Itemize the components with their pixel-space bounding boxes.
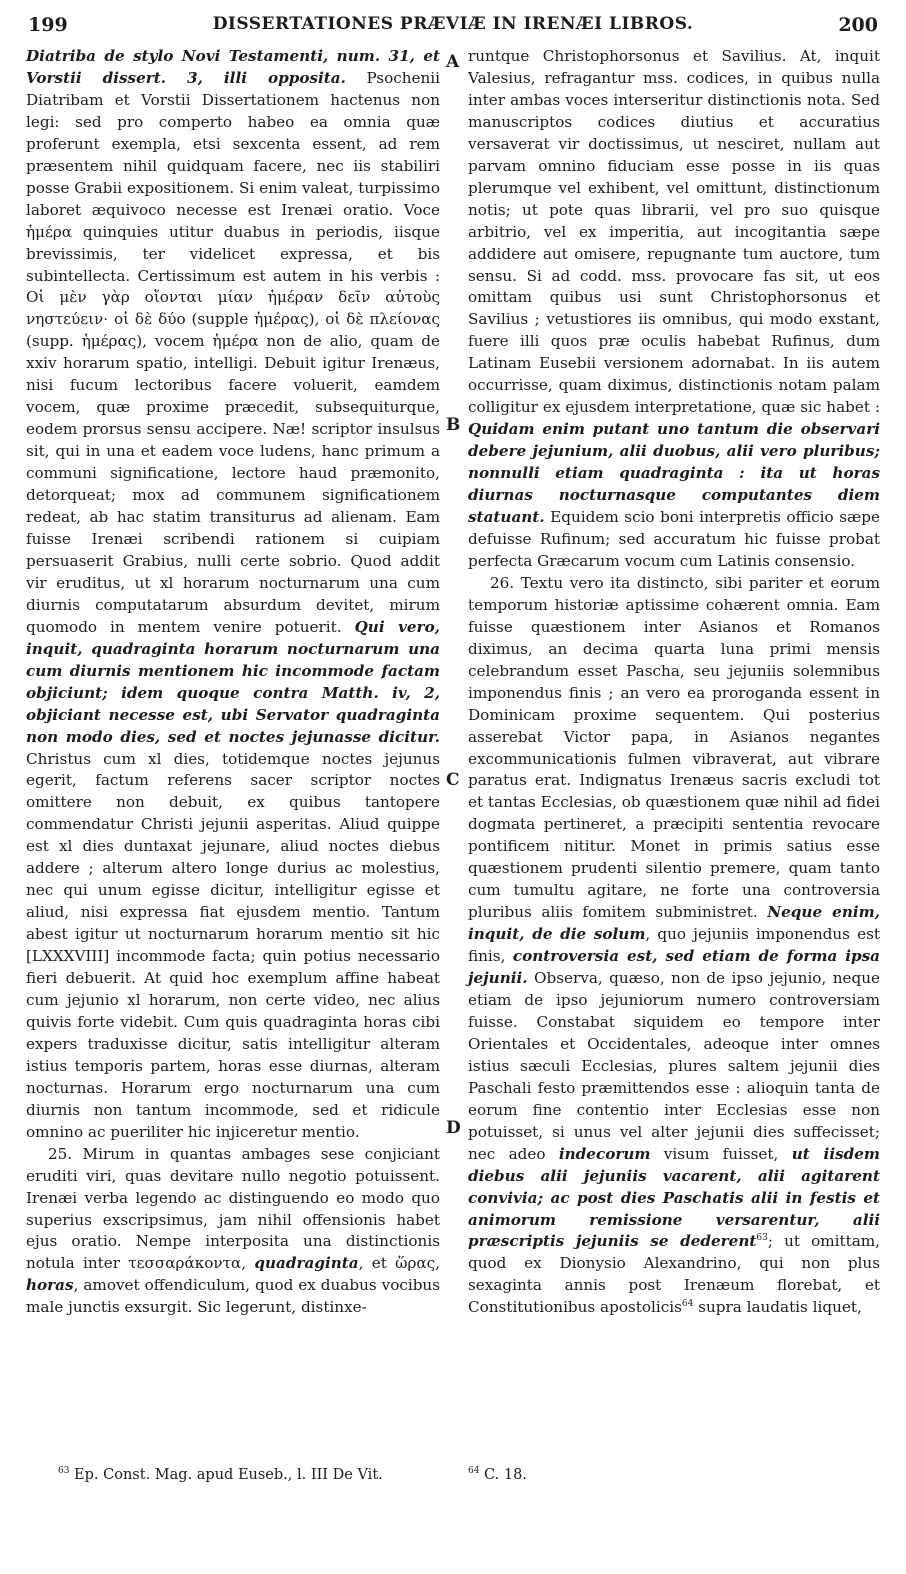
footnote-ref-64: 64	[681, 1299, 694, 1310]
margin-marker-b: B	[446, 415, 461, 435]
footnote-63: $^{63}$ Ep. Const. Mag. apud Euseb., l. III De Vit.	[58, 1466, 383, 1483]
paragraph: Diatriba de stylo Novi Testamenti, num. 31, et Vorstii dissert. 3, illi opposita. Psochenii Diatribam et Vorstii Dissertationem hactenus non legi: sed pro comperto habeo ea omnia quæ proferunt exempla, etsi sexcenta essent, ad rem præsentem nihil quidquam facere, nec iis stabiliri posse Grabii expositionem. Si enim valeat, turpissimo laboret æquivoco necesse est Irenæi oratio. Voce ἡμέρα quinquies utitur duabus in periodis, iisque brevissimis, ter videlicet expressa, et bis subintellecta. Certissimum est autem in his verbis : Οἱ μὲν γὰρ οἴονται μίαν ἡμέραν δεῖν αὐτοὺς νηστεύειν· οἱ δὲ δύο (supple ἡμέρας), οἱ δὲ πλείονας (supp. ἡμέρας), vocem ἡμέρα non de alio, quam de xxiv horarum spatio, intelligi. Debuit igitur Irenæus, nisi fucum lectoribus facere voluerit, eamdem vocem, quæ proxime præcedit, subsequiturque, eodem prorsus sensu accipere. Næ! scriptor insulsus sit, qui in una et eadem voce ludens, hanc primum a communi significatione, lectore haud præmonito, detorqueat; mox ad communem significationem redeat, ab hac statim transiturus ad alienam. Eam fuisse Irenæi scribendi rationem si cuipiam persuaserit Grabius, nulli certe sobrio. Quod addit vir eruditus, ut xl horarum nocturnarum una cum diurnis computatarum absurdum devitet, mirum quomodo in mentem venire potuerit. Qui vero, inquit, quadraginta horarum nocturnarum una cum diurnis mentionem hic incommode factam objiciunt; idem quoque contra Matth. iv, 2, objiciant necesse est, ubi Servator quadraginta non modo dies, sed et noctes jejunasse dicitur. Christus cum xl dies, totidemque noctes jejunus egerit, factum referens sacer scriptor noctes omittere non debuit, ex quibus tantopere commendatur Christi jejunii asperitas. Aliud quippe est xl dies duntaxat jejunare, aliud noctes diebus addere ; alterum altero longe durius ac molestius, nec qui unum egisse dicitur, intelligitur egisse et aliud, nisi expressa fiat ejusdem mentio. Tantum abest igitur ut nocturnarum horarum mentio sit hic [LXXXVIII] incommode facta; quin potius necessario fieri debuerit. At quid hoc exemplum affine habeat cum jejunio xl horarum, non certe video, nec alius quivis forte videbit. Cum quis quadraginta horas cibi expers traduxisse dicitur, satis intelligitur alteram istius temporis partem, horas esse diurnas, alteram nocturnas. Horarum ergo nocturnarum una cum diurnis non tantum incommode, sed et ridicule omnino ac pueriliter hic injiceretur mentio.	[26, 47, 440, 1141]
page-header	[28, 14, 878, 40]
margin-marker-d: D	[446, 1118, 461, 1138]
running-title: DISSERTATIONES PRÆVIÆ IN IRENÆI LIBROS.	[212, 14, 694, 34]
paragraph: runtque Christophorsonus et Savilius. At, inquit Valesius, refragantur mss. codices, in quibus nulla inter ambas voces interseritur distinctionis nota. Sed manuscriptos codices diutius et accuratius versaverat vir doctissimus, ut nesciret, nullam aut parvam omnino fiduciam esse posse in iis quas plerumque vel exhibent, vel omittunt, distinctionum notis; ut pote quas librarii, vel pro suo quisque arbitrio, vel ex imperitia, aut incogitantia sæpe addidere aut omisere, repugnante tum auctore, tum sensu. Si ad codd. mss. provocare fas sit, ut eos omittam quibus usi sunt Christophorsonus et Savilius ; vetustiores iis omnibus, qui modo exstant, fuere illi quos præ oculis habebat Rufinus, dum Latinam Eusebii versionem adornabat. In iis autem occurrisse, quam diximus, distinctionis notam palam colligitur ex ejusdem interpretatione, quæ sic habet : Quidam enim putant uno tantum die observari debere jejunium, alii duobus, alii vero pluribus; nonnulli etiam quadraginta : ita ut horas diurnas nocturnasque computantes diem statuant. Equidem scio boni interpretis officio sæpe defuisse Rufinum; sed accuratum hic fuisse probat perfecta Græcarum vocum cum Latinis consensio.	[468, 47, 880, 570]
page-number-left: 199	[28, 14, 68, 36]
margin-marker-c: C	[446, 770, 460, 790]
footnote-64: $^{64}$ C. 18.	[468, 1466, 527, 1483]
paragraph-26: 26. Textu vero ita distincto, sibi pariter et eorum temporum historiæ aptissime cohærent omnia. Eam fuisse quæstionem inter Asianos et Romanos diximus, an decima quarta luna primi mensis celebrandum esset Pascha, seu jejuniis solemnibus imponendus finis ; an vero ea proroganda essent in Dominicam proxime sequentem. Qui posterius asserebat Victor papa, in Asianos negantes excommunicationis fulmen vibraverat, aut vibrare paratus erat. Indignatus Irenæus sacris excludi tot et tantas Ecclesias, ob quæstionem quæ nihil ad fidei dogmata pertineret, a præcipiti sententia revocare pontificem nititur. Monet in primis satius esse quæstionem prudenti silentio premere, quam tanto cum tumultu agitare, ne forte una controversia pluribus aliis fomitem subministret. Neque enim, inquit, de die solum, quo jejuniis imponendus est finis, controversia est, sed etiam de forma ipsa jejunii. Observa, quæso, non de ipso jejunio, neque etiam de ipso jejuniorum numero controversiam fuisse. Constabat siquidem eo tempore inter Orientales et Occidentales, adeoque inter omnes istius sæculi Ecclesias, plures saltem jejunii dies Paschali festo præmittendos esse : alioquin tanta de eorum fine contentio inter Ecclesias esse non potuisset, si unus vel alter jejunii dies suffecisset; nec adeo indecorum visum fuisset, ut iisdem diebus alii jejuniis vacarent, alii agitarent convivia; ac post dies Paschatis alii in festis et animorum remissione versarentur, alii præscriptis jejuniis se dederent$^{63}$; ut omittam, quod ex Dionysio Alexandrino, qui non plus sexaginta annis post Irenæum florebat, et Constitutionibus apostolicis$^{64}$ supra laudatis liquet,	[468, 573, 880, 1317]
left-column	[26, 46, 440, 1319]
paragraph-25: 25. Mirum in quantas ambages sese conjiciant eruditi viri, quas devitare nullo negotio potuissent. Irenæi verba legendo ac distinguendo eo modo quo superius exscripsimus, jam nihil offensionis habet ejus oratio. Nempe interposita una distinctionis notula inter τεσσαράκοντα, quadraginta, et ὥρας, horas, amovet offendiculum, quod ex duabus vocibus male junctis exsurgit. Sic legerunt, distinxe-	[26, 1144, 441, 1317]
margin-marker-a: A	[446, 52, 460, 72]
page-number-right: 200	[838, 14, 878, 36]
footnote-ref-63: 63	[756, 1233, 768, 1244]
right-column	[468, 46, 880, 1319]
